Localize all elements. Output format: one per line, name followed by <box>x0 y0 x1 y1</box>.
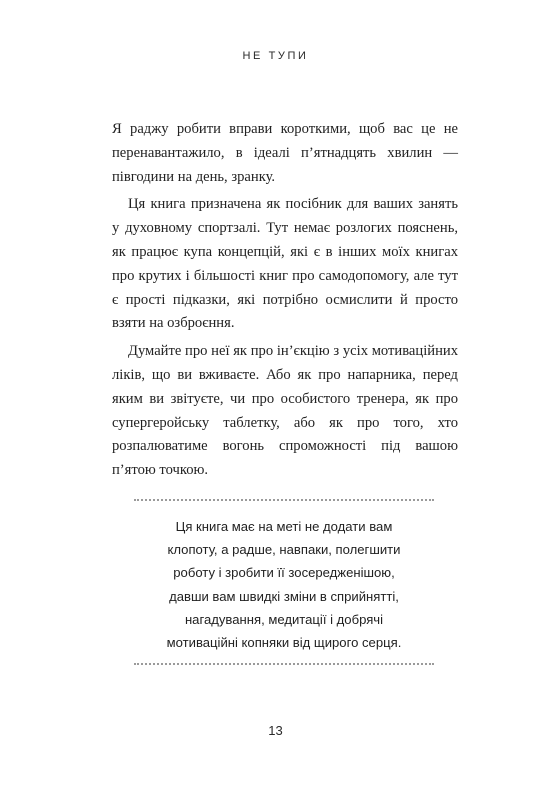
pull-quote <box>134 499 434 665</box>
dotted-divider-bottom <box>134 663 434 665</box>
page-number: 13 <box>268 723 283 738</box>
paragraph: Ця книга призначена як посібник для ваших занять у духовному спортзалі. Тут немає розлогих пояснень, як працює купа концепцій, які є в інших моїх книгах про крутих і більшості книг про самодопомогу, але тут є прості підказки, які потрібно осмислити й просто взяти на озброєння. <box>112 196 458 332</box>
pull-quote-text: Ця книга має на меті не додати вам клопоту, а радше, навпаки, полегшити роботу і зробити її зосередженішою, давши вам швидкі зміни в сприйнятті, нагадування, медитації і добрячі мотиваційні копняки від щирого серця. <box>166 519 402 651</box>
running-head: НЕ ТУПИ <box>242 50 309 62</box>
dotted-divider-top <box>134 499 434 501</box>
paragraph: Думайте про неї як про ін’єкцію з усіх мотиваційних ліків, що ви вживаєте. Або як про напарника, перед яким ви звітуєте, чи про особистого тренера, як про супергеройську таблетку, або як про того, хто розпалюватиме вогонь спроможності під вашою п’ятою точкою. <box>112 343 458 479</box>
paragraph: Я раджу робити вправи короткими, щоб вас це не перенавантажило, в ідеалі п’ятнадцять хвилин — півгодини на день, зранку. <box>112 121 458 185</box>
body-text <box>112 118 458 487</box>
